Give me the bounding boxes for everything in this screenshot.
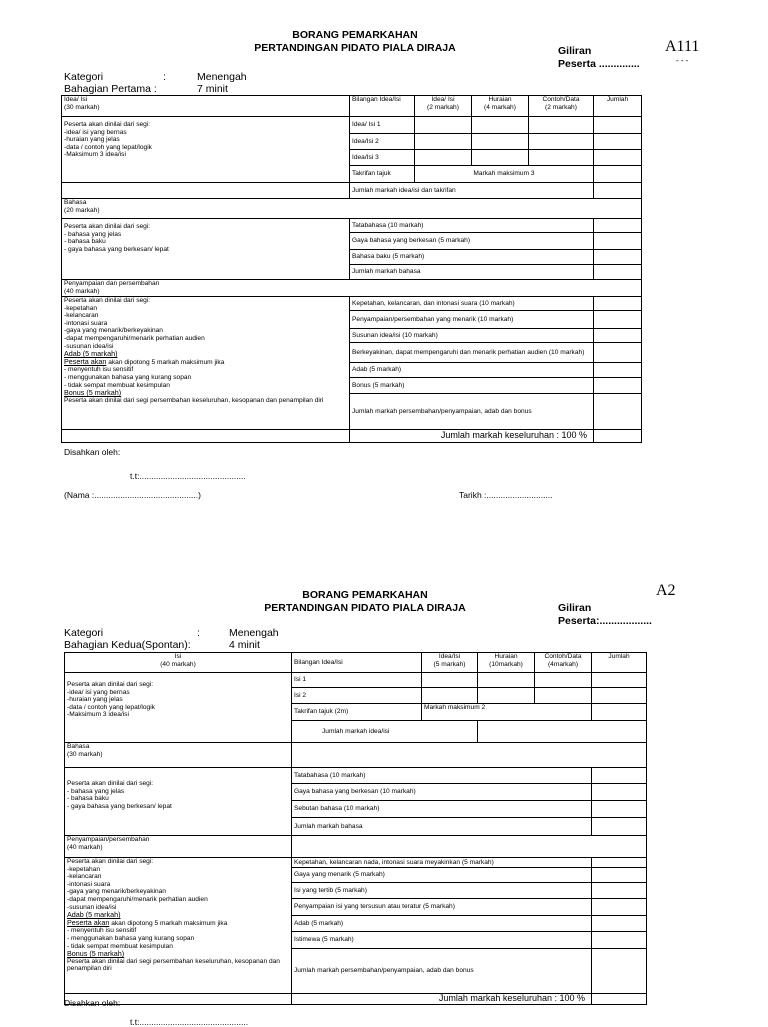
adab-title: Adab (5 markah) [67,910,121,920]
form-subtitle: PERTANDINGAN PIDATO PIALA DIRAJA [264,602,466,614]
col-jumlah: Jumlah [592,653,647,673]
bahagian-value: 4 minit [229,639,260,651]
penyampaian-row-label: Gaya yang menarik (5 markah) [292,868,592,883]
score-cell[interactable] [592,818,647,836]
score-cell[interactable] [415,134,472,150]
idea-criteria: Peserta akan dinilai dari segi: -idea/ isi yang bernas -huraian yang jelas -data / contoh yang lepat/logik -Maksimum 3 idea/isi [62,117,350,183]
score-cell[interactable] [472,117,529,134]
score-cell[interactable] [592,858,647,868]
col-huraian: Huraian (4 markah) [472,96,529,117]
score-cell[interactable] [422,673,478,688]
score-cell[interactable] [594,378,642,394]
jumlah-keseluruhan-label: Jumlah markah keseluruhan : 100 % [350,430,594,443]
giliran-label: Giliran [558,602,592,614]
score-cell[interactable] [535,673,592,688]
disahkan-label: Disahkan oleh: [64,998,121,1008]
jumlah-idea-label: Jumlah markah idea/isi dan takrifan [350,183,594,199]
bahagian-label: Bahagian Kedua(Spontan): [64,639,191,651]
serial-number: A111 [665,38,700,55]
score-cell[interactable] [592,784,647,801]
form-title: BORANG PEMARKAHAN [292,29,418,41]
tarikh-field[interactable]: Tarikh :............................ [459,490,553,500]
col-bilangan: Bilangan Idea/Isi [292,653,422,673]
kategori-value: Menengah [197,71,247,83]
penyampaian-row-label: Adab (5 markah) [292,916,592,932]
penyampaian-section-header: Penyampaian/persembahan (40 markah) [65,836,292,858]
penyampaian-row-label: Kepetahan, kelancaran, dan intonasi suara (10 markah) [350,297,594,311]
score-cell[interactable] [415,150,472,166]
adab-title: Adab (5 markah) [64,349,118,359]
kategori-label: Kategori [64,71,104,83]
kategori-colon: : [197,627,200,639]
score-cell[interactable] [594,363,642,378]
bahasa-row-label: Jumlah markah bahasa [350,265,594,280]
bahasa-row-label: Bahasa baku (5 markah) [350,250,594,265]
penyampaian-row-label: Berkeyakinan, dapat mempengaruhi dan menarik perhatian audien (10 markah) [350,343,594,363]
bahasa-criteria: Peserta akan dinilai dari segi: - bahasa yang jelas - bahasa baku - gaya bahasa yang berkesan/ lepat [65,768,292,836]
bahasa-row-label: Tatabahasa (10 markah) [292,768,592,784]
col-jumlah: Jumlah [594,96,642,117]
score-cell[interactable] [592,883,647,899]
serial-extra: - - - [676,56,689,65]
col-huraian: Huraian (10markah) [478,653,535,673]
giliran-label: Giliran [558,45,592,57]
peserta-field[interactable]: Peserta .............. [558,58,640,70]
score-cell[interactable] [478,673,535,688]
score-cell[interactable] [594,311,642,329]
col-idea: Idea/ Isi (2 markah) [415,96,472,117]
jumlah-keseluruhan-label: Jumlah markah keseluruhan : 100 % [292,994,592,1005]
penyampaian-row-label: Susunan idea/isi (10 markah) [350,329,594,343]
bahasa-section-header: Bahasa (30 markah) [65,743,292,768]
disahkan-label: Disahkan oleh: [64,447,121,457]
takrifan-label: Takrifan tajuk (2m) [292,704,422,721]
score-cell[interactable] [594,219,642,233]
score-cell[interactable] [594,297,642,311]
bahasa-criteria: Peserta akan dinilai dari segi: - bahasa yang jelas - bahasa baku - gaya bahasa yang berkesan/ lepat [62,219,350,280]
kategori-value: Menengah [229,627,279,639]
score-cell[interactable] [594,329,642,343]
penyampaian-criteria: Peserta akan dinilai dari segi: -kepetahan -kelancaran -intonasi suara -gaya yang menarik/berkeyakinan -dapat mempengaruhi/menarik perhatian audien -susunan idea/isi Adab (5 markah) Peserta akan akan dipotong 5 markah maksimum jika - menyentuh isu sensitif - menggunakan bahasa yang kurang sopan - tidak sempat membuat kesimpulan Bonus (5 markah) Peserta akan dinilai dari segi persembahan keseluruhan, kesopanan dan penampilan diri [62,297,350,430]
isi-row-label: Idea/ Isi 1 [350,117,415,134]
col-bilangan: Bilangan Idea/Isi [350,96,415,117]
bonus-title: Bonus (5 markah) [64,388,122,398]
form-title: BORANG PEMARKAHAN [302,589,428,601]
col-contoh: Contoh/Data (2 markah) [529,96,594,117]
score-cell[interactable] [594,117,642,134]
takrifan-label: Takrifan tajuk [350,166,415,183]
penyampaian-row-label: Kepetahan, kelancaran nada, intonasi suara meyakinkan (5 markah) [292,858,592,868]
scoring-table-2 [64,652,647,1005]
score-cell[interactable] [422,688,478,704]
total-score-cell[interactable] [594,430,642,443]
idea-criteria: Peserta akan dinilai dari segi: -idea/ isi yang bernas -huraian yang jelas -data / contoh yang lepat/logik -Maksimum 3 idea/isi [65,673,292,743]
bahasa-section-header: Bahasa (20 markah) [62,199,642,219]
serial-number: A2 [656,582,676,599]
score-cell[interactable] [594,150,642,166]
total-score-cell[interactable] [592,994,647,1005]
score-cell[interactable] [594,265,642,280]
jumlah-idea-label: Jumlah markah idea/isi [292,721,478,743]
score-cell[interactable] [592,768,647,784]
markah-maksimum: Markah maksimum 2 [422,704,592,721]
kategori-label: Kategori [64,627,104,639]
scoring-table-1 [61,95,642,443]
score-cell[interactable] [535,688,592,704]
score-cell[interactable] [594,233,642,250]
penyampaian-row-label: Penyampaian/persembahan yang menarik (10 markah) [350,311,594,329]
score-cell[interactable] [594,250,642,265]
col-idea: Idea/Isi (5 markah) [422,653,478,673]
bonus-title: Bonus (5 markah) [67,949,125,959]
score-cell[interactable] [478,688,535,704]
bahasa-row-label: Sebutan bahasa (10 markah) [292,801,592,818]
bahasa-row-label: Tatabahasa (10 markah) [350,219,594,233]
kategori-colon: : [163,71,166,83]
score-cell[interactable] [592,868,647,883]
penyampaian-row-label: Penyampaian isi yang tersusun atau teratur (5 markah) [292,899,592,916]
nama-field[interactable]: (Nama :............................................) [64,490,201,500]
score-cell[interactable] [415,117,472,134]
penyampaian-row-label: Istimewa (5 markah) [292,932,592,949]
isi-row-label: Isi 2 [292,688,422,704]
isi-row-label: Isi 1 [292,673,422,688]
score-cell[interactable] [594,343,642,363]
score-cell[interactable] [472,134,529,150]
col-contoh: Contoh/Data (4markah) [535,653,592,673]
score-cell[interactable] [594,166,642,183]
bahasa-row-label: Gaya bahasa yang berkesan (10 markah) [292,784,592,801]
isi-row-label: Idea/Isi 3 [350,150,415,166]
score-cell[interactable] [592,932,647,949]
isi-row-label: Idea/Isi 2 [350,134,415,150]
penyampaian-row-label: Jumlah markah persembahan/penyampaian, adab dan bonus [292,949,592,994]
bahasa-row-label: Jumlah markah bahasa [292,818,592,836]
score-cell[interactable] [529,117,594,134]
markah-maksimum: Markah maksimum 3 [415,166,594,183]
score-cell[interactable] [592,673,647,688]
score-cell[interactable] [529,134,594,150]
penyampaian-row-label: Bonus (5 markah) [350,378,594,394]
penyampaian-criteria: Peserta akan dinilai dari segi: -kepetahan -kelancaran -intonasi suara -gaya yang menarik/berkeyakinan -dapat mempengaruhi/menarik perhatian audien -susunan idea/isi Adab (5 markah) Peserta akan akan dipotong 5 markah maksimum jika - menyentuh isu sensitif - menggunakan bahasa yang kurang sopan - tidak sempat membuat kesimpulan Bonus (5 markah) Peserta akan dinilai dari segi persembahan keseluruhan, kesopanan dan penampilan diri [65,858,292,994]
bahagian-label: Bahagian Pertama : [64,83,157,95]
idea-section-header: Idea/ Isi (30 markah) [62,96,350,117]
score-cell[interactable] [472,150,529,166]
score-cell[interactable] [594,134,642,150]
score-cell[interactable] [592,916,647,932]
idea-section-header: Isi (40 markah) [65,653,292,673]
score-cell[interactable] [529,150,594,166]
score-cell[interactable] [592,688,647,704]
signature-field[interactable]: t.t:.............................................. [130,1017,249,1027]
penyampaian-section-header: Penyampaian dan persembahan (40 markah) [62,280,642,297]
score-cell[interactable] [592,949,647,994]
bahagian-value: 7 minit [197,83,228,95]
score-cell[interactable] [592,704,647,721]
score-cell[interactable] [594,394,642,430]
bahasa-row-label: Gaya bahasa yang berkesan (5 markah) [350,233,594,250]
penyampaian-row-label: Isi yang tertib (5 markah) [292,883,592,899]
peserta-field[interactable]: Peserta:.................. [558,615,652,627]
penyampaian-row-label: Jumlah markah persembahan/penyampaian, adab dan bonus [350,394,594,430]
score-cell[interactable] [592,899,647,916]
penyampaian-row-label: Adab (5 markah) [350,363,594,378]
score-cell[interactable] [592,801,647,818]
score-cell[interactable] [594,183,642,199]
form-subtitle: PERTANDINGAN PIDATO PIALA DIRAJA [254,42,456,54]
signature-field[interactable]: t.t:............................................. [130,471,246,481]
